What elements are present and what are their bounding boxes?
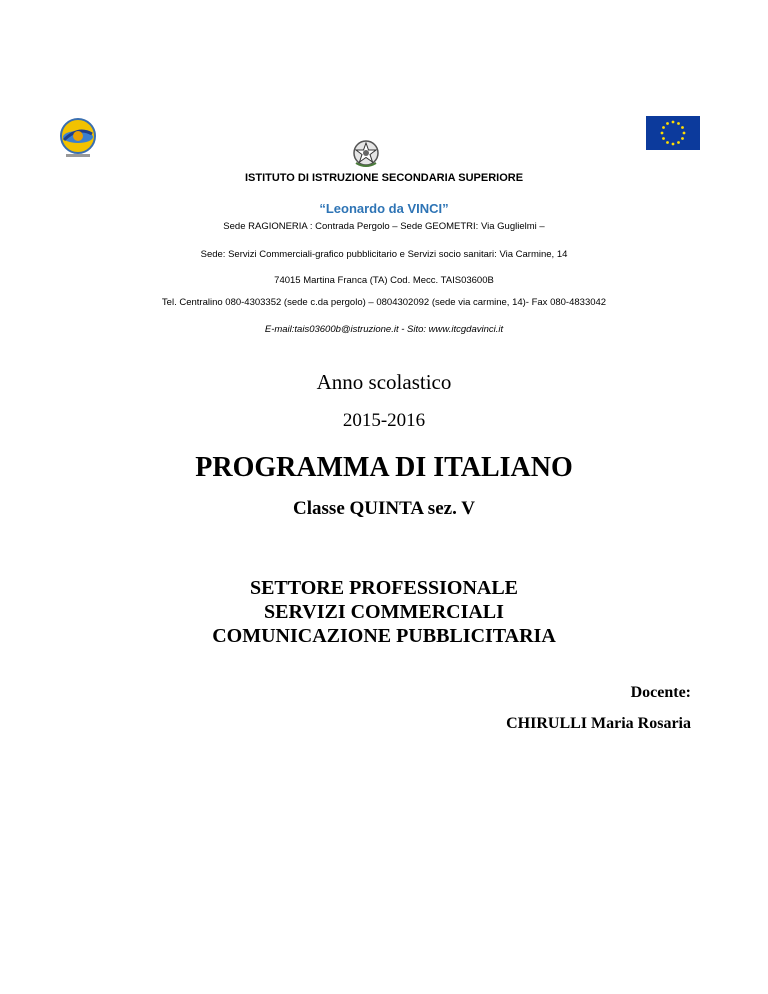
school-year-label: Anno scolastico [316,370,452,394]
address-line: Sede: Servizi Commerciali-grafico pubblicitario e Servizi socio sanitari: Via Carmine, 14 [200,249,568,260]
teacher-label: Docente: [630,684,691,701]
sector-line: SETTORE PROFESSIONALE [249,577,519,599]
document-title: PROGRAMMA DI ITALIANO [195,452,573,483]
school-name: “Leonardo da VINCI” [319,201,449,216]
address-line: Sede RAGIONERIA : Contrada Pergolo – Sede GEOMETRI: Via Guglielmi – [223,221,545,232]
italian-republic-emblem-icon [351,138,381,169]
sector-line: COMUNICAZIONE PUBBLICITARIA [212,625,556,647]
class-label: Classe QUINTA sez. V [293,498,475,519]
school-year: 2015-2016 [342,410,426,431]
sector-block [0,576,768,648]
contact-line: E-mail:tais03600b@istruzione.it - Sito: www.itcgdavinci.it [264,324,504,335]
sector-line: SERVIZI COMMERCIALI [264,601,504,623]
phone-line: Tel. Centralino 080-4303352 (sede c.da pergolo) – 0804302092 (sede via carmine, 14)- Fax 080-4833042 [161,297,607,308]
teacher-name: CHIRULLI Maria Rosaria [506,715,691,732]
eu-flag-icon [646,116,700,150]
school-emblem-icon [56,116,100,160]
address-line: 74015 Martina Franca (TA) Cod. Mecc. TAIS03600B [274,275,494,286]
institute-name: ISTITUTO DI ISTRUZIONE SECONDARIA SUPERIORE [244,172,524,184]
